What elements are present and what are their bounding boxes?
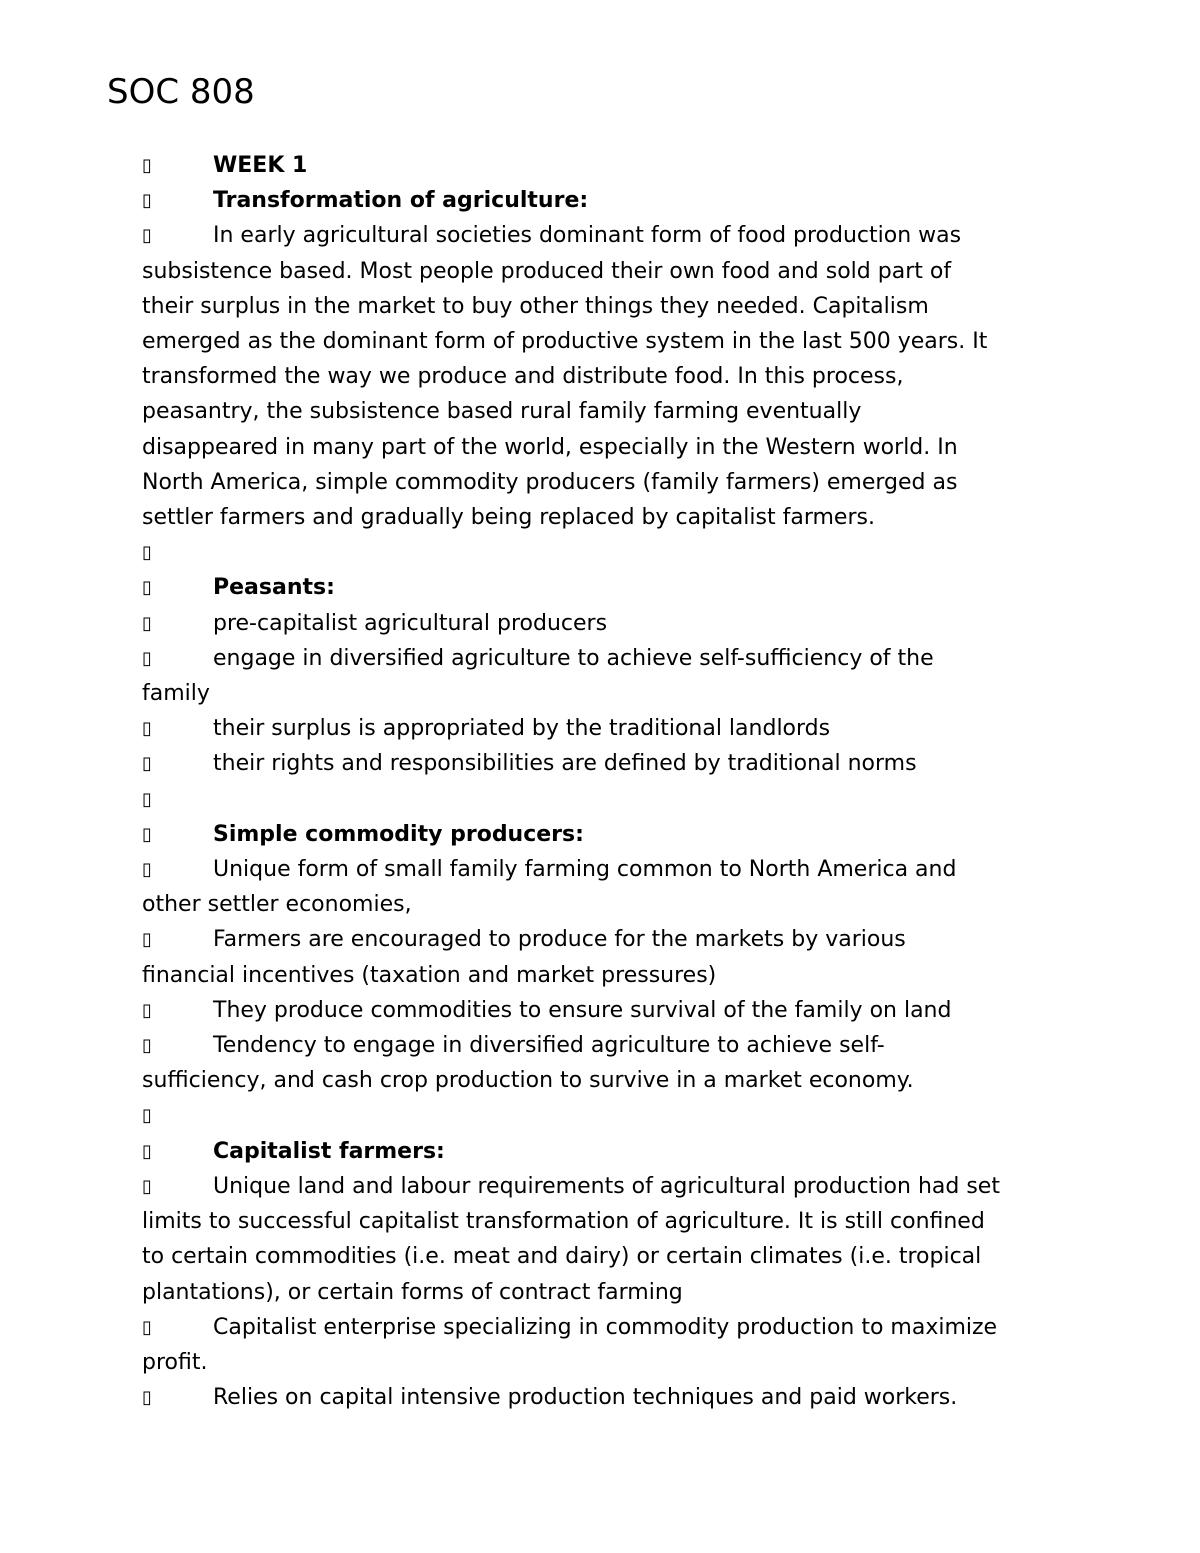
- bullet-icon: ▯: [142, 718, 152, 740]
- bullet-icon: ▯: [142, 647, 152, 669]
- list-item: ▯ They produce commodities to ensure survival of the family on land: [142, 993, 1072, 1028]
- list-item: ▯ engage in diversified agriculture to achieve self-sufficiency of the family: [142, 641, 1072, 711]
- paragraph-line: disappeared in many part of the world, especially in the Western world. In: [142, 434, 958, 460]
- paragraph-line: ▯ In early agricultural societies dominant form of food production was: [142, 218, 1072, 253]
- bullet-icon: ▯: [142, 225, 152, 247]
- document-body: [142, 148, 1072, 1415]
- transformation-heading: Transformation of agriculture:: [213, 188, 589, 214]
- bullet-icon: ▯: [142, 190, 152, 212]
- transformation-paragraph: [142, 218, 1072, 535]
- simple-commodity-heading: Simple commodity producers:: [213, 821, 584, 847]
- empty-bullet-row: [142, 782, 1072, 817]
- bullet-icon: ▯: [142, 612, 152, 634]
- paragraph-line: settler farmers and gradually being replaced by capitalist farmers.: [142, 505, 875, 531]
- list-item: ▯ their rights and responsibilities are defined by traditional norms: [142, 746, 1072, 781]
- paragraph-line: peasantry, the subsistence based rural family farming eventually: [142, 399, 862, 425]
- capitalist-heading-row: [142, 1134, 1072, 1169]
- bullet-icon: ▯: [142, 577, 152, 599]
- list-item: ▯ Relies on capital intensive production techniques and paid workers.: [142, 1380, 1072, 1415]
- bullet-icon: ▯: [142, 1035, 152, 1057]
- document-title: SOC 808: [107, 72, 255, 112]
- paragraph-line: transformed the way we produce and distribute food. In this process,: [142, 364, 904, 390]
- bullet-icon: ▯: [142, 155, 152, 176]
- peasants-heading-row: [142, 570, 1072, 605]
- list-item: ▯ Tendency to engage in diversified agriculture to achieve self- sufficiency, and cash crop production to survive in a market economy.: [142, 1028, 1072, 1098]
- bullet-icon: ▯: [142, 1387, 152, 1409]
- paragraph-line: North America, simple commodity producers (family farmers) emerged as: [142, 469, 958, 495]
- bullet-icon: ▯: [142, 753, 152, 775]
- empty-bullet-row: [142, 535, 1072, 570]
- capitalist-heading: Capitalist farmers:: [213, 1138, 445, 1164]
- paragraph-line: subsistence based. Most people produced their own food and sold part of: [142, 258, 952, 284]
- simple-commodity-heading-row: [142, 817, 1072, 852]
- list-item: ▯ Unique land and labour requirements of agricultural production had set limits to successful capitalist transformation of agriculture. It is still confined to certain commodities (i.e. meat and dairy) or certain climates (i.e. tropical plantations), or certain forms of contract farming: [142, 1169, 1072, 1310]
- bullet-icon: ▯: [142, 859, 152, 881]
- empty-bullet-row: [142, 1098, 1072, 1133]
- transformation-heading-row: [142, 183, 1072, 218]
- bullet-icon: ▯: [142, 999, 152, 1021]
- bullet-icon: ▯: [142, 1105, 152, 1127]
- bullet-icon: ▯: [142, 1316, 152, 1338]
- bullet-icon: ▯: [142, 1140, 152, 1162]
- paragraph-line: their surplus in the market to buy other things they needed. Capitalism: [142, 293, 929, 319]
- list-item: ▯ pre-capitalist agricultural producers: [142, 606, 1072, 641]
- bullet-icon: ▯: [142, 542, 152, 564]
- bullet-icon: ▯: [142, 823, 152, 845]
- bullet-icon: ▯: [142, 788, 152, 810]
- list-item: ▯ Unique form of small family farming common to North America and other settler economies,: [142, 852, 1072, 922]
- list-item: ▯ Farmers are encouraged to produce for the markets by various financial incentives (taxation and market pressures): [142, 922, 1072, 992]
- bullet-icon: ▯: [142, 1175, 152, 1197]
- week-heading-row: [142, 148, 1072, 183]
- bullet-icon: ▯: [142, 929, 152, 951]
- list-item: ▯ their surplus is appropriated by the traditional landlords: [142, 711, 1072, 746]
- paragraph-line: emerged as the dominant form of productive system in the last 500 years. It: [142, 329, 988, 355]
- list-item: ▯ Capitalist enterprise specializing in commodity production to maximize profit.: [142, 1310, 1072, 1380]
- peasants-heading: Peasants:: [213, 575, 335, 601]
- week-heading: WEEK 1: [213, 153, 308, 178]
